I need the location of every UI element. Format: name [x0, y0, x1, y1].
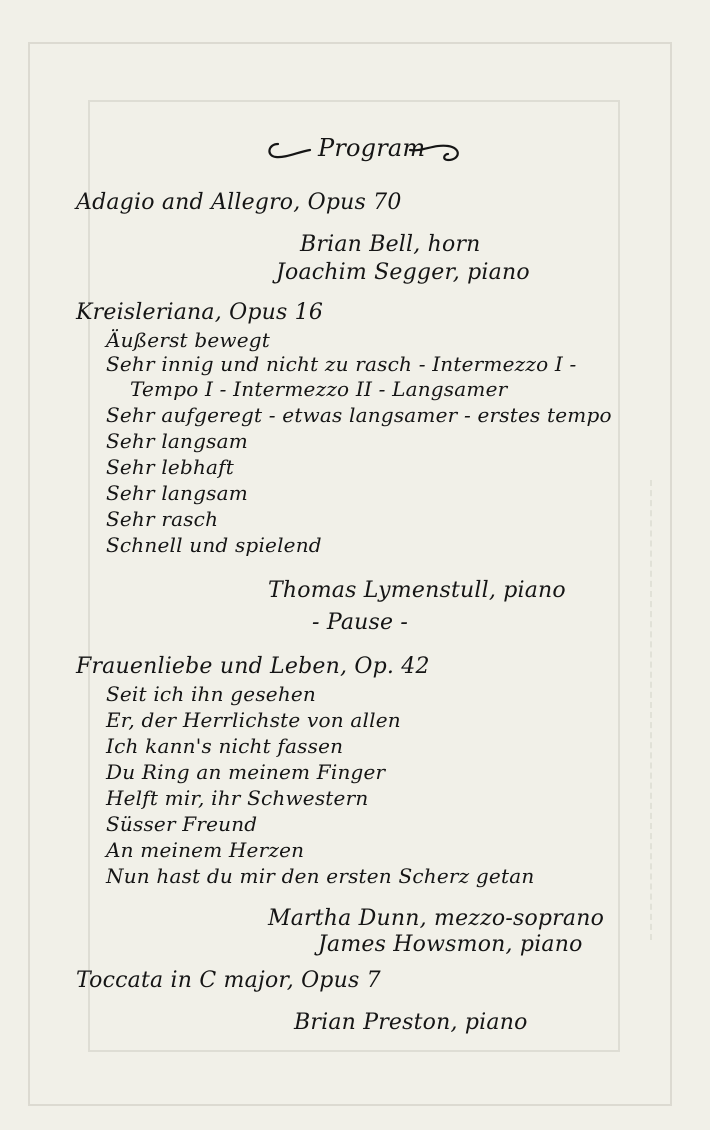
- movement-line: Schnell und spielend: [106, 533, 322, 557]
- decorative-bleedthrough: [650, 480, 692, 940]
- piece-title: Frauenliebe und Leben, Op. 42: [76, 654, 430, 679]
- movement-line: Äußerst bewegt: [106, 328, 270, 352]
- movement-line: Sehr langsam: [106, 429, 248, 453]
- performer-line: Martha Dunn, mezzo-soprano: [268, 906, 605, 931]
- performer-line: Joachim Segger, piano: [276, 260, 530, 285]
- movement-line: Süsser Freund: [106, 812, 258, 836]
- program-heading: Program: [318, 134, 426, 162]
- left-flourish-icon: [262, 140, 312, 162]
- movement-line: Er, der Herrlichste von allen: [106, 708, 401, 732]
- movement-line: Du Ring an meinem Finger: [106, 760, 386, 784]
- performer-line: Brian Bell, horn: [300, 232, 481, 257]
- piece-title: Adagio and Allegro, Opus 70: [76, 190, 402, 215]
- movement-line: Sehr innig und nicht zu rasch - Intermezzo I -: [106, 352, 577, 376]
- performer-line: Brian Preston, piano: [294, 1010, 528, 1035]
- movement-line: Tempo I - Intermezzo II - Langsamer: [130, 377, 508, 401]
- piece-title: Kreisleriana, Opus 16: [76, 300, 324, 325]
- movement-line: Sehr aufgeregt - etwas langsamer - erstes tempo: [106, 403, 612, 427]
- movement-line: Sehr rasch: [106, 507, 219, 531]
- movement-line: An meinem Herzen: [106, 838, 305, 862]
- piece-title: Toccata in C major, Opus 7: [76, 968, 381, 993]
- movement-line: Seit ich ihn gesehen: [106, 682, 317, 706]
- performer-line: James Howsmon, piano: [318, 932, 583, 957]
- right-flourish-icon: [408, 140, 462, 162]
- movement-line: Sehr langsam: [106, 481, 248, 505]
- movement-line: Ich kann's nicht fassen: [106, 734, 344, 758]
- intermission-label: - Pause -: [312, 610, 409, 635]
- movement-line: Helft mir, ihr Schwestern: [106, 786, 369, 810]
- movement-line: Nun hast du mir den ersten Scherz getan: [106, 864, 535, 888]
- performer-line: Thomas Lymenstull, piano: [268, 578, 566, 603]
- movement-line: Sehr lebhaft: [106, 455, 235, 479]
